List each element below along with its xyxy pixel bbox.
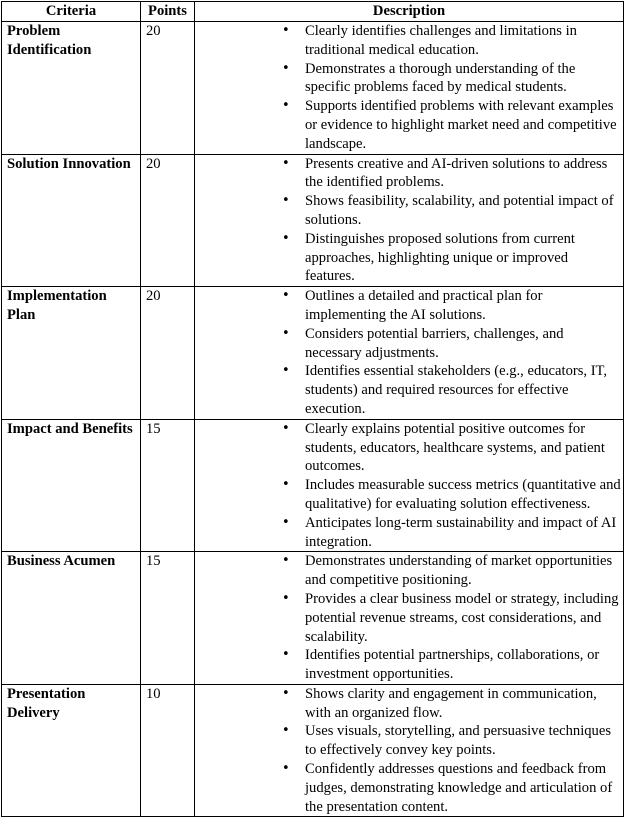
list-item: [195, 22, 621, 60]
list-item: [195, 60, 621, 98]
criteria-cell: Business Acumen: [2, 552, 141, 685]
points-cell: 15: [141, 552, 195, 685]
points-cell: 20: [141, 22, 195, 155]
list-item-text: • Outlines a detailed and practical plan for implementing the AI solutions.: [305, 288, 543, 323]
description-cell: [195, 287, 624, 420]
list-item: [195, 476, 621, 514]
list-item: [195, 760, 621, 816]
description-cell: [195, 22, 624, 155]
list-item: [195, 552, 621, 590]
table-row: [2, 22, 624, 155]
list-item: [195, 230, 621, 286]
list-item-text: • Identifies essential stakeholders (e.g., educators, IT, students) and required resources for effective execution.: [305, 363, 608, 417]
description-list: [195, 420, 621, 552]
list-item-text: • Clearly identifies challenges and limitations in traditional medical education.: [305, 23, 577, 58]
criteria-header: Criteria: [2, 2, 141, 22]
table-row: [2, 684, 624, 817]
list-item-text: • Uses visuals, storytelling, and persuasive techniques to effectively convey key points.: [305, 723, 612, 759]
table-row: [2, 287, 624, 420]
list-item-text: • Clearly explains potential positive outcomes for students, educators, healthcare systems, and patient outcomes.: [305, 420, 605, 475]
list-item-text: • Presents creative and AI-driven solutions to address the identified problems.: [305, 155, 608, 191]
list-item-text: • Shows feasibility, scalability, and potential impact of solutions.: [305, 193, 614, 228]
points-cell: 20: [141, 154, 195, 287]
list-item-text: • Provides a clear business model or strategy, including potential revenue streams, cost considerations, and scalability.: [305, 590, 619, 645]
list-item: [195, 420, 621, 476]
list-item-text: • Identifies potential partnerships, collaborations, or investment opportunities.: [305, 647, 600, 683]
table-row: [2, 419, 624, 552]
list-item-text: • Considers potential barriers, challenges, and necessary adjustments.: [305, 325, 564, 361]
list-item: [195, 325, 621, 363]
description-cell: [195, 552, 624, 685]
list-item-text: • Confidently addresses questions and feedback from judges, demonstrating knowledge and articulation of the presentation content.: [305, 761, 613, 815]
list-item: [195, 514, 621, 552]
list-item: [195, 590, 621, 646]
description-list: [195, 287, 621, 419]
criteria-cell: Presentation Delivery: [2, 684, 141, 817]
description-header: Description: [195, 2, 624, 22]
points-header: Points: [141, 2, 195, 22]
table-row: [2, 154, 624, 287]
list-item-text: • Demonstrates understanding of market opportunities and competitive positioning.: [305, 553, 613, 589]
points-cell: 10: [141, 684, 195, 817]
header-row: [2, 2, 624, 22]
list-item: [195, 685, 621, 723]
list-item-text: • Shows clarity and engagement in communication, with an organized flow.: [305, 685, 597, 721]
description-list: [195, 552, 621, 684]
list-item-text: • Includes measurable success metrics (quantitative and qualitative) for evaluating solution effectiveness.: [305, 477, 621, 512]
description-list: [195, 22, 621, 154]
rubric-table: [1, 1, 624, 817]
list-item: [195, 287, 621, 325]
description-list: [195, 155, 621, 287]
table-row: [2, 552, 624, 685]
list-item: [195, 97, 621, 153]
description-list: [195, 685, 621, 817]
criteria-cell: Problem Identification: [2, 22, 141, 155]
list-item-text: • Supports identified problems with relevant examples or evidence to highlight market need and competitive landscape.: [305, 98, 617, 152]
description-cell: [195, 684, 624, 817]
list-item: [195, 722, 621, 760]
criteria-cell: Implementation Plan: [2, 287, 141, 420]
list-item-text: • Demonstrates a thorough understanding of the specific problems faced by medical students.: [305, 60, 576, 96]
list-item-text: • Distinguishes proposed solutions from current approaches, highlighting unique or improved features.: [305, 230, 575, 285]
description-cell: [195, 419, 624, 552]
points-cell: 20: [141, 287, 195, 420]
list-item: [195, 155, 621, 193]
list-item: [195, 646, 621, 684]
description-cell: [195, 154, 624, 287]
list-item: [195, 362, 621, 418]
list-item-text: • Anticipates long-term sustainability and impact of AI integration.: [305, 514, 617, 550]
points-cell: 15: [141, 419, 195, 552]
criteria-cell: Solution Innovation: [2, 154, 141, 287]
list-item: [195, 192, 621, 230]
criteria-cell: Impact and Benefits: [2, 419, 141, 552]
